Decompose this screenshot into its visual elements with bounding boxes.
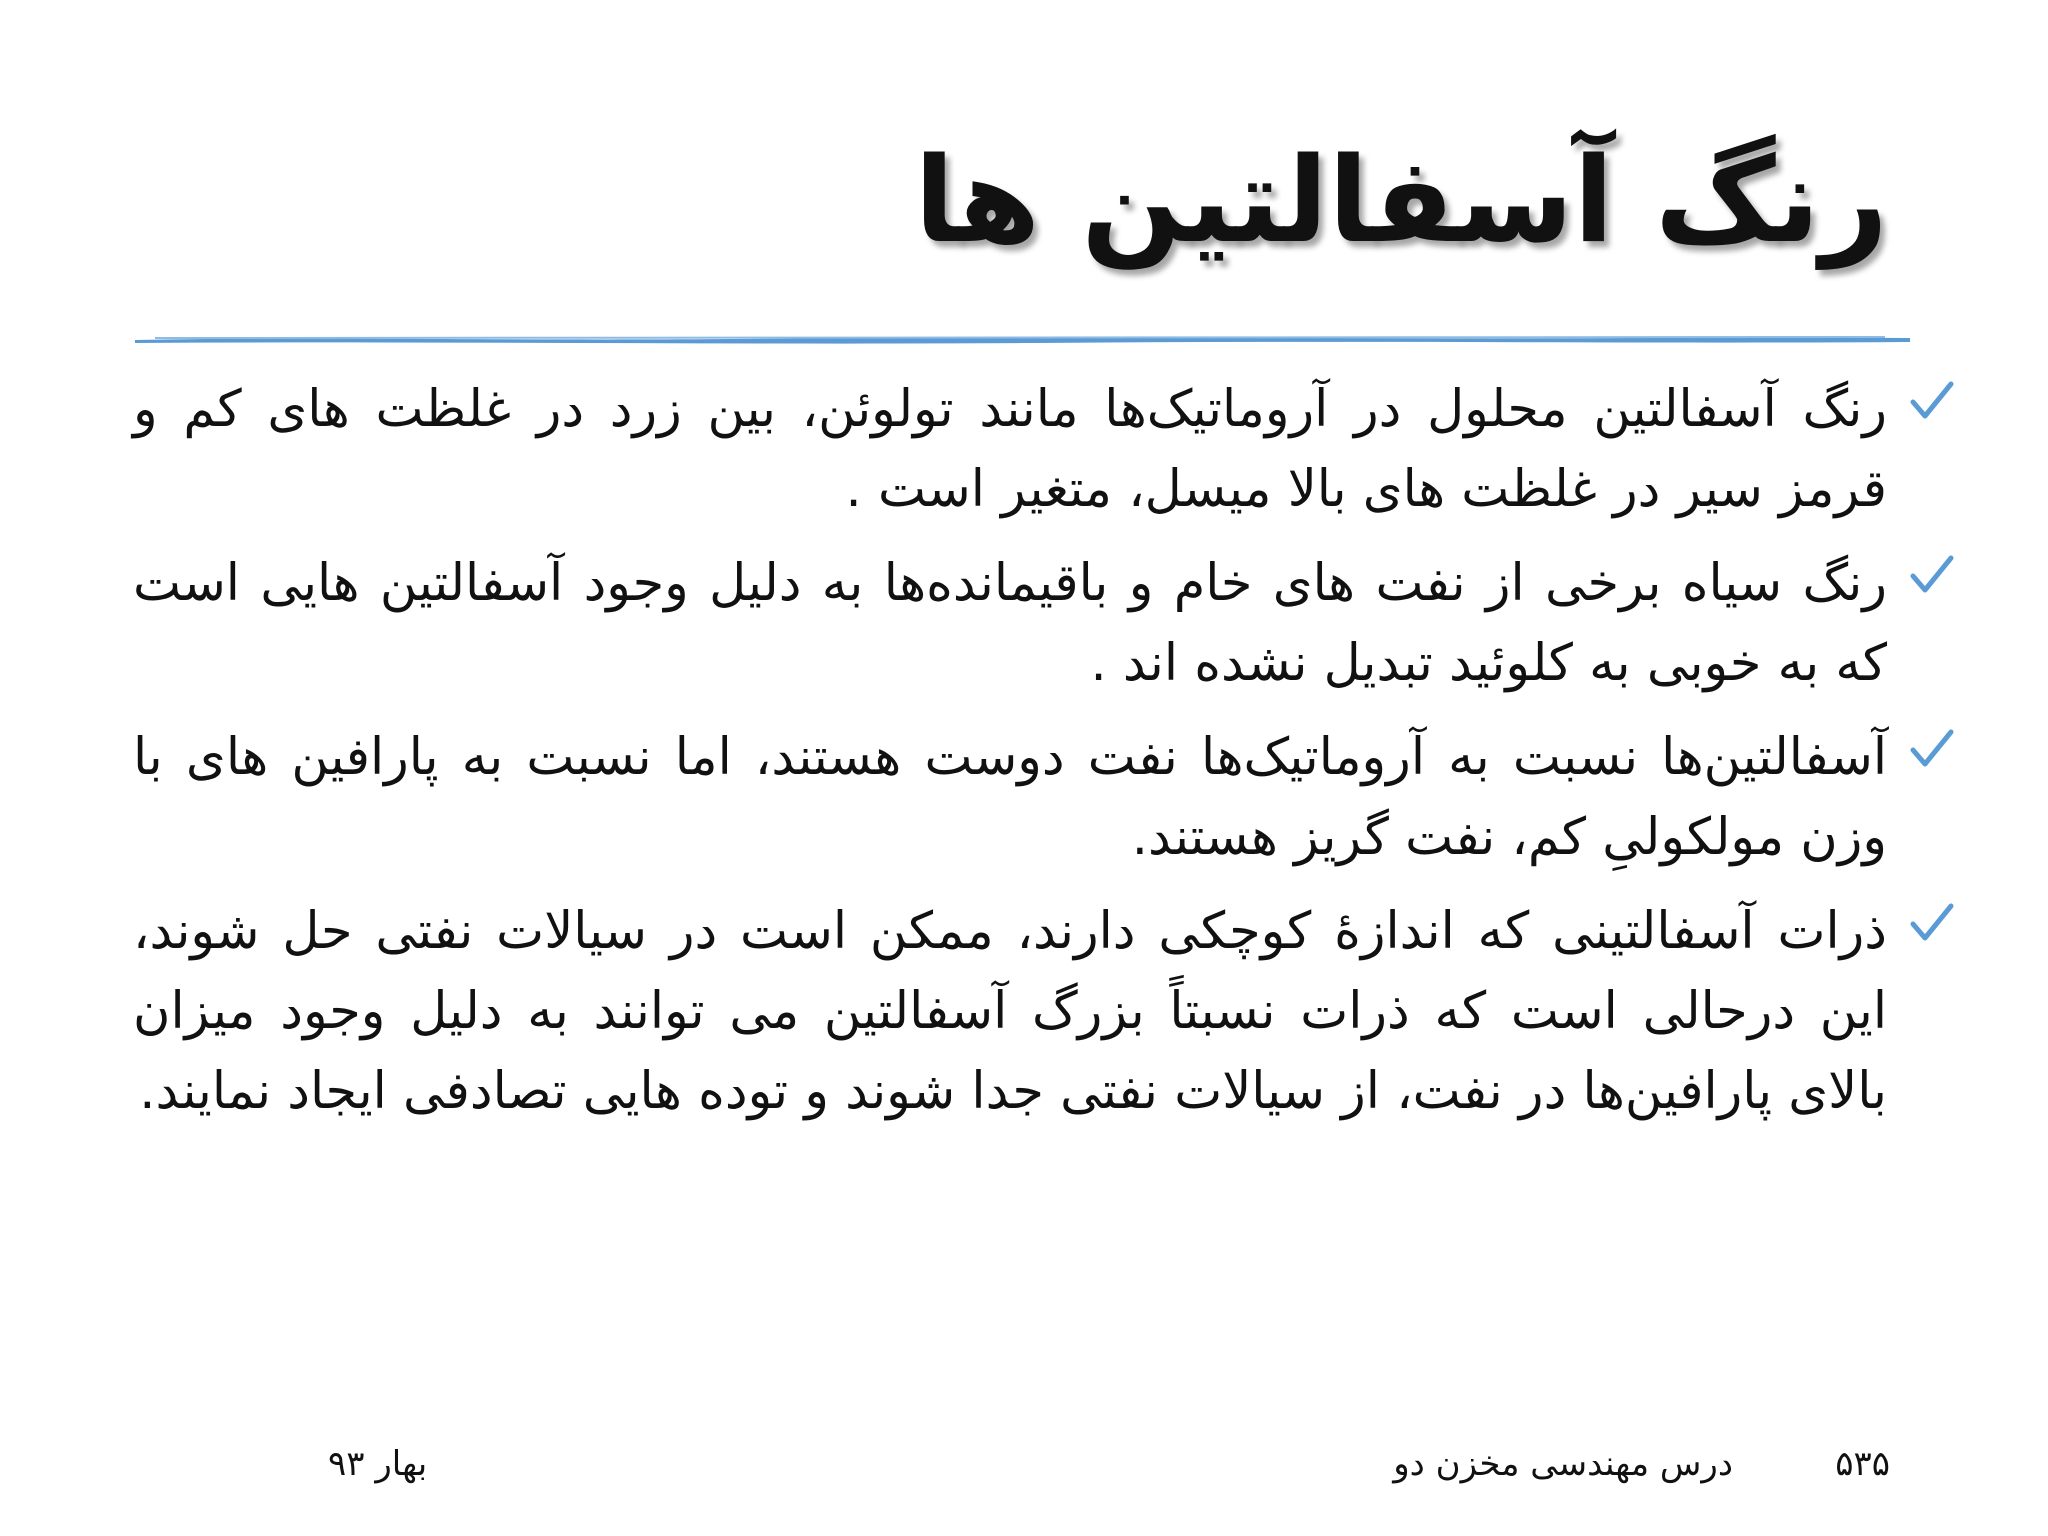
bullet-text: ذرات آسفالتینی که اندازۀ کوچکی دارند، ممکن است در سیالات نفتی حل شوند، این درحالی است که ذرات نسبتاً بزرگ آسفالتین می توانند به دلیل وجود میزان بالای پارافین‌ها در نفت، از سیالات نفتی جدا شوند و توده هایی تصادفی ایجاد نمایند.: [133, 902, 1887, 1121]
footer-course: درس مهندسی مخزن دو: [1393, 1444, 1733, 1484]
check-icon: [1909, 900, 1955, 946]
bullet-item: [133, 892, 1893, 1132]
title-underline: [135, 333, 1910, 345]
check-icon: [1909, 726, 1955, 772]
footer-term: بهار ۹۳: [328, 1444, 428, 1484]
bullet-list: [133, 370, 1893, 1146]
slide-title: رنگ آسفالتین ها: [914, 131, 1888, 269]
bullet-text: رنگ آسفالتین محلول در آروماتیک‌ها مانند تولوئن، بین زرد در غلظت های کم و قرمز سیر در غلظت های بالا میسل، متغیر است .: [133, 380, 1887, 519]
check-icon: [1909, 552, 1955, 598]
bullet-item: [133, 718, 1893, 878]
slide-number: ۵۳۵: [1835, 1444, 1890, 1484]
check-icon: [1909, 378, 1955, 424]
bullet-item: [133, 370, 1893, 530]
bullet-item: [133, 544, 1893, 704]
bullet-text: رنگ سیاه برخی از نفت های خام و باقیمانده‌ها به دلیل وجود آسفالتین هایی است که به خوبی به کلوئید تبدیل نشده اند .: [133, 554, 1887, 693]
bullet-text: آسفالتین‌ها نسبت به آروماتیک‌ها نفت دوست هستند، اما نسبت به پارافین های با وزن مولکولیِ کم، نفت گریز هستند.: [133, 728, 1887, 867]
